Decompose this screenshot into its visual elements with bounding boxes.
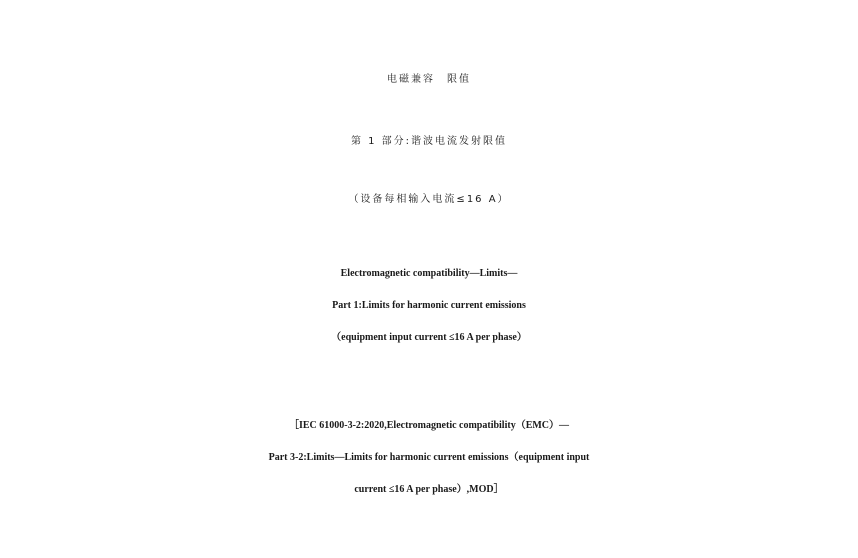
english-title-line-1: Electromagnetic compatibility—Limits—	[340, 268, 518, 279]
english-title-line-2: Part 1:Limits for harmonic current emissions	[332, 300, 526, 311]
iec-reference-line-3: current ≤16 A per phase）,MOD］	[354, 484, 504, 495]
iec-reference-line-2: Part 3-2:Limits—Limits for harmonic current emissions（equipment input	[268, 452, 590, 463]
english-title-line-3: （equipment input current ≤16 A per phase）	[331, 332, 527, 343]
chinese-title-line-3: （设备每相输入电流≤16 A）	[348, 194, 510, 205]
chinese-title-line-1: 电磁兼容 限值	[387, 74, 471, 85]
iec-reference-line-1: ［IEC 61000-3-2:2020,Electromagnetic compatibility（EMC）—	[288, 420, 570, 431]
chinese-title-line-2: 第 1 部分:谐波电流发射限值	[350, 136, 508, 147]
